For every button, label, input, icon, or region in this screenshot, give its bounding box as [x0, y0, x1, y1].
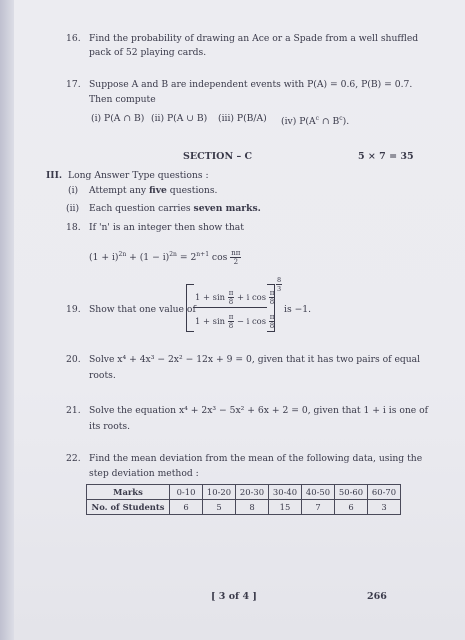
table-header-cell: Marks — [87, 485, 170, 500]
table-cell: 7 — [302, 500, 335, 515]
q17-text-line1: Suppose A and B are independent events with P(A) = 0.6, P(B) = 0.7. — [89, 79, 413, 90]
q22-text-line1: Find the mean deviation from the mean of the following data, using the — [89, 453, 423, 464]
q19-denominator: 1 + sin $\frac{\pi}{8}$ − i cos $\frac{\pi}{8}$ — [195, 313, 275, 330]
q16-text-line2: pack of 52 playing cards. — [89, 47, 207, 58]
paper-code: 266 — [367, 591, 387, 602]
q17-part-iii: (iii) P(B/A) — [218, 113, 267, 124]
table-cell: 3 — [368, 500, 401, 515]
frequency-table — [86, 484, 401, 515]
table-cell: 5 — [203, 500, 236, 515]
part3-heading: Long Answer Type questions : — [68, 170, 209, 181]
q17-text-line2: Then compute — [89, 94, 156, 105]
q19-number: 19. — [66, 304, 81, 315]
table-row — [87, 500, 401, 515]
section-c-marks: 5 × 7 = 35 — [358, 151, 414, 162]
q17-part-ii: (ii) P(A ∪ B) — [151, 113, 208, 124]
table-cell: No. of Students — [87, 500, 170, 515]
table-header-cell: 0-10 — [170, 485, 203, 500]
scan-edge-shadow — [0, 0, 14, 640]
q16-text-line1: Find the probability of drawing an Ace or a Spade from a well shuffled — [89, 33, 419, 44]
page-indicator: [ 3 of 4 ] — [211, 591, 257, 602]
table-cell: 6 — [170, 500, 203, 515]
q19-exponent: $\frac{8}{3}$ — [277, 276, 282, 293]
q19-left-bracket — [186, 284, 194, 332]
table-header-cell: 30-40 — [269, 485, 302, 500]
q21-text-line2: its roots. — [89, 421, 131, 432]
instruction-i-number: (i) — [68, 185, 79, 196]
instruction-ii-number: (ii) — [66, 203, 80, 214]
table-header-cell: 10-20 — [203, 485, 236, 500]
q21-number: 21. — [66, 405, 81, 416]
q19-fraction-bar — [193, 307, 267, 308]
q20-number: 20. — [66, 354, 81, 365]
q17-part-i: (i) P(A ∩ B) — [91, 113, 145, 124]
q21-text-line1: Solve the equation x⁴ + 2x³ − 5x² + 6x + 2 = 0, given that 1 + i is one of — [89, 405, 429, 416]
table-cell: 15 — [269, 500, 302, 515]
q17-number: 17. — [66, 79, 81, 90]
q18-text: If 'n' is an integer then show that — [89, 222, 244, 233]
table-header-cell: 60-70 — [368, 485, 401, 500]
q19-result: is −1. — [284, 304, 312, 315]
table-row — [87, 485, 401, 500]
q22-number: 22. — [66, 453, 81, 464]
q19-numerator: 1 + sin $\frac{\pi}{8}$ + i cos $\frac{\pi}{8}$ — [195, 289, 275, 306]
instruction-ii: Each question carries seven marks. — [89, 203, 261, 214]
instruction-i: Attempt any five questions. — [89, 185, 218, 196]
q19-text: Show that one value of — [89, 304, 196, 315]
table-header-cell: 50-60 — [335, 485, 368, 500]
table-header-cell: 20-30 — [236, 485, 269, 500]
part3-number: III. — [46, 170, 63, 181]
q17-part-iv: (iv) $P(A^c$ ∩ $B^c$). — [281, 115, 350, 127]
q18-fraction: $\frac{n\pi}{2}$ — [231, 249, 241, 266]
table-cell: 8 — [236, 500, 269, 515]
table-header-cell: 40-50 — [302, 485, 335, 500]
q22-text-line2: step deviation method : — [89, 468, 199, 479]
q18-equation: $(1 + i)^{2n} + (1 - i)^{2n} = 2^{n+1}$ cos $\frac{n\pi}{2}$ — [89, 249, 241, 266]
q18-number: 18. — [66, 222, 81, 233]
q16-number: 16. — [66, 33, 81, 44]
section-c-title: SECTION – C — [183, 151, 253, 162]
q20-text-line1: Solve x⁴ + 4x³ − 2x² − 12x + 9 = 0, given that it has two pairs of equal — [89, 354, 421, 365]
table-cell: 6 — [335, 500, 368, 515]
q20-text-line2: roots. — [89, 370, 116, 381]
